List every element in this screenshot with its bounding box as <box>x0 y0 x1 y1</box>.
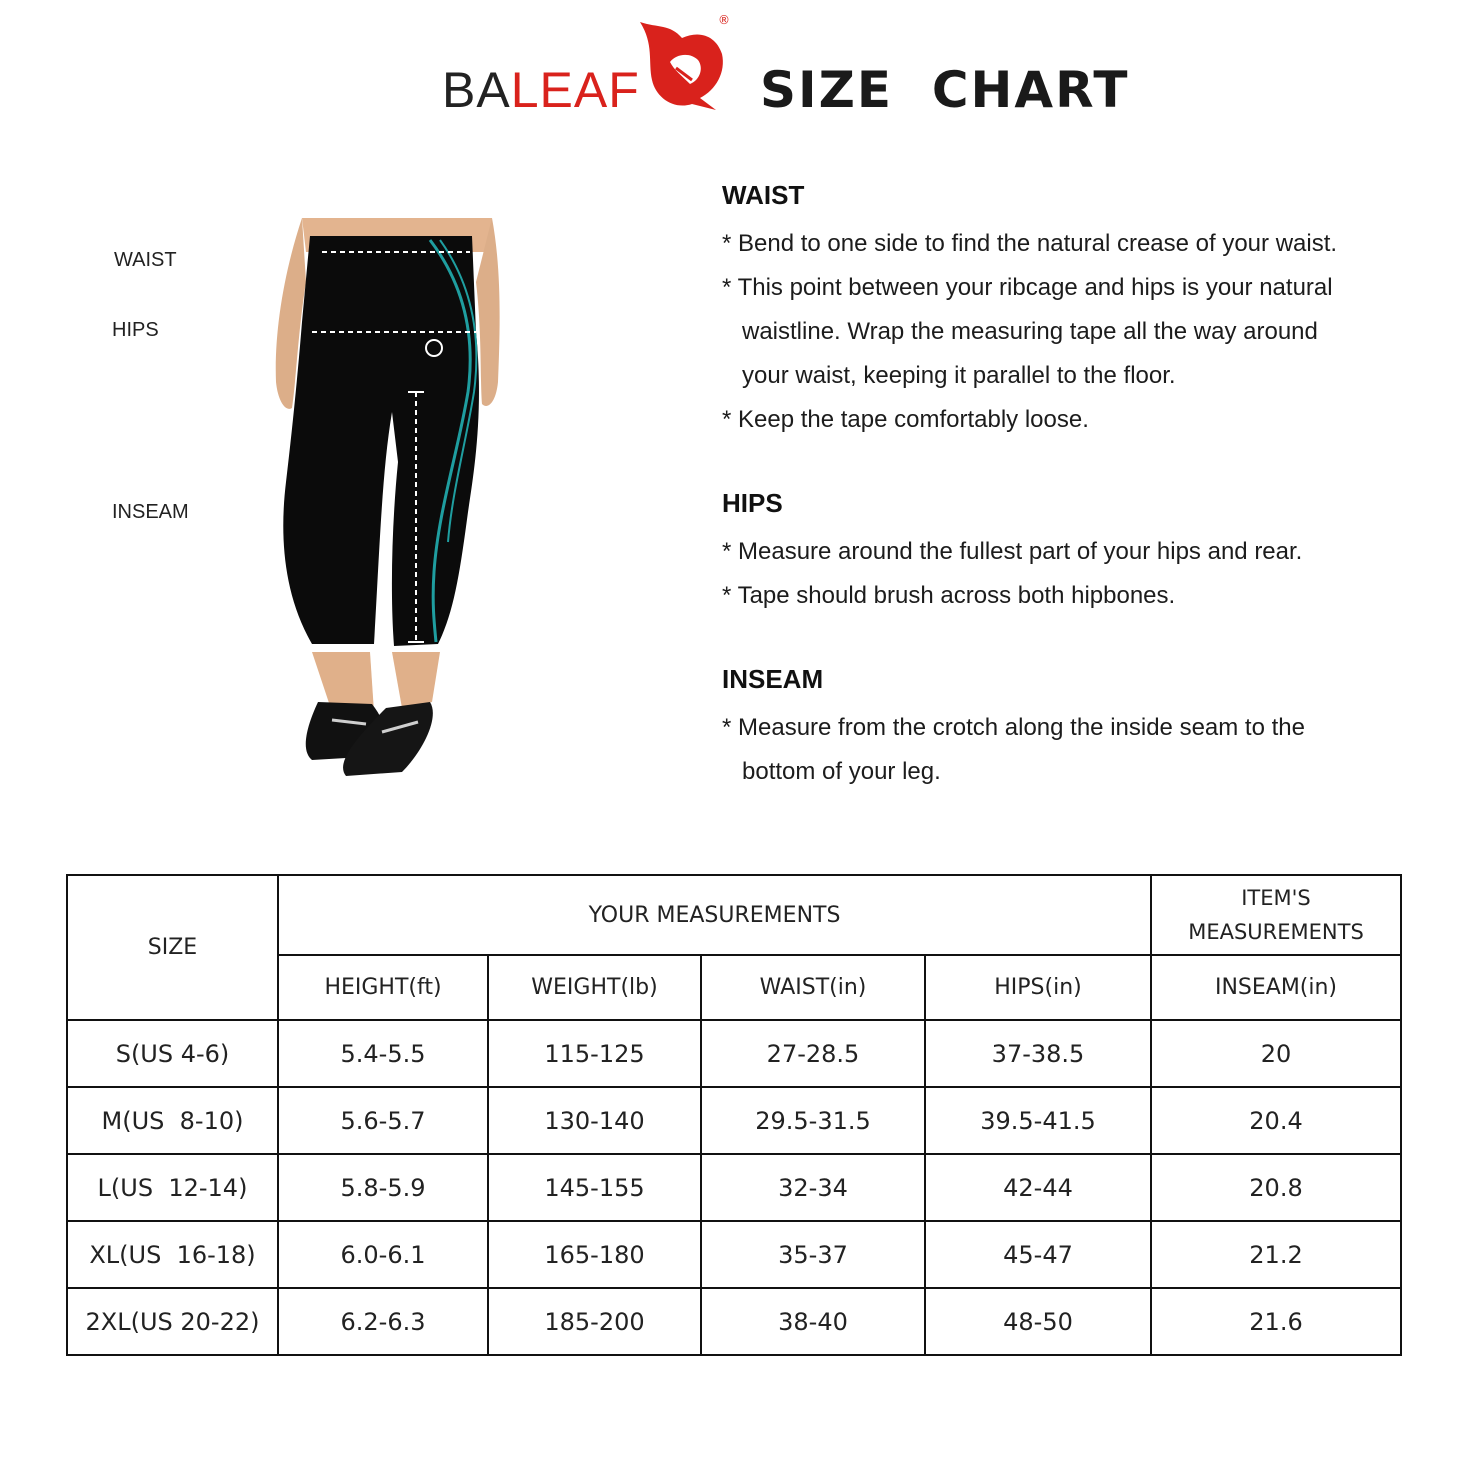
hips-cell: 39.5-41.5 <box>925 1087 1151 1154</box>
measuring-instructions <box>722 178 1442 838</box>
waist-bullet-3: * Keep the tape comfortably loose. <box>722 406 1089 433</box>
weight-cell: 145-155 <box>488 1154 701 1221</box>
header <box>0 0 1470 140</box>
size-cell: S(US 4-6) <box>67 1020 278 1087</box>
page-title: SIZE CHART <box>760 61 1130 119</box>
leggings <box>283 236 479 646</box>
baleaf-leaf-logo-icon <box>630 14 730 114</box>
table-row <box>67 1154 1401 1221</box>
height-cell: 6.0-6.1 <box>278 1221 488 1288</box>
height-cell: 6.2-6.3 <box>278 1288 488 1355</box>
column-header-weight: WEIGHT(lb) <box>488 955 701 1020</box>
height-cell: 5.6-5.7 <box>278 1087 488 1154</box>
waist-cell: 27-28.5 <box>701 1020 925 1087</box>
height-cell: 5.4-5.5 <box>278 1020 488 1087</box>
inseam-cell: 20 <box>1151 1020 1401 1087</box>
hips-cell: 37-38.5 <box>925 1020 1151 1087</box>
hips-heading: HIPS <box>722 488 783 518</box>
hips-bullet-2: * Tape should brush across both hipbones. <box>722 582 1176 609</box>
brand-wordmark-red: LEAF <box>510 62 640 118</box>
weight-cell: 130-140 <box>488 1087 701 1154</box>
inseam-bullet-1: * Measure from the crotch along the inside seam to the bottom of your leg. <box>722 714 1305 785</box>
inseam-cell: 20.8 <box>1151 1154 1401 1221</box>
model-leggings-illustration <box>262 212 512 782</box>
inseam-cell: 21.6 <box>1151 1288 1401 1355</box>
size-cell: M(US 8-10) <box>67 1087 278 1154</box>
weight-cell: 115-125 <box>488 1020 701 1087</box>
hips-cell: 48-50 <box>925 1288 1151 1355</box>
weight-cell: 185-200 <box>488 1288 701 1355</box>
waist-cell: 35-37 <box>701 1221 925 1288</box>
figure-label-hips: HIPS <box>112 319 159 341</box>
table-header-row-1 <box>67 875 1401 955</box>
brand-wordmark <box>442 62 640 118</box>
height-cell: 5.8-5.9 <box>278 1154 488 1221</box>
inseam-section <box>722 662 1442 794</box>
inseam-cell: 21.2 <box>1151 1221 1401 1288</box>
size-column-header: SIZE <box>67 875 278 1020</box>
column-header-waist: WAIST(in) <box>701 955 925 1020</box>
inseam-cell: 20.4 <box>1151 1087 1401 1154</box>
items-measurements-header: ITEM'S MEASUREMENTS <box>1151 875 1401 955</box>
column-header-hips: HIPS(in) <box>925 955 1151 1020</box>
trademark-symbol: ® <box>718 14 730 27</box>
waist-cell: 38-40 <box>701 1288 925 1355</box>
size-chart-table <box>66 874 1402 1356</box>
brand-wordmark-dark: BA <box>442 62 511 118</box>
size-cell: 2XL(US 20-22) <box>67 1288 278 1355</box>
hips-cell: 45-47 <box>925 1221 1151 1288</box>
size-cell: L(US 12-14) <box>67 1154 278 1221</box>
waist-cell: 29.5-31.5 <box>701 1087 925 1154</box>
column-header-inseam: INSEAM(in) <box>1151 955 1401 1020</box>
size-cell: XL(US 16-18) <box>67 1221 278 1288</box>
waist-bullet-1: * Bend to one side to find the natural crease of your waist. <box>722 230 1338 257</box>
waist-heading: WAIST <box>722 180 805 210</box>
figure-label-inseam: INSEAM <box>112 501 189 523</box>
figure-label-waist: WAIST <box>114 249 177 271</box>
waist-bullet-2: * This point between your ribcage and hips is your natural waistline. Wrap the measuring tape all the way around your waist, keeping it parallel to the floor. <box>722 274 1333 389</box>
hips-cell: 42-44 <box>925 1154 1151 1221</box>
table-row <box>67 1288 1401 1355</box>
hips-bullet-1: * Measure around the fullest part of your hips and rear. <box>722 538 1303 565</box>
waist-section <box>722 178 1442 442</box>
table-row <box>67 1020 1401 1087</box>
table-row <box>67 1087 1401 1154</box>
column-header-height: HEIGHT(ft) <box>278 955 488 1020</box>
your-measurements-header: YOUR MEASUREMENTS <box>278 875 1151 955</box>
weight-cell: 165-180 <box>488 1221 701 1288</box>
table-row <box>67 1221 1401 1288</box>
waist-cell: 32-34 <box>701 1154 925 1221</box>
hips-section <box>722 486 1442 618</box>
inseam-heading: INSEAM <box>722 664 824 694</box>
model-right-calf <box>392 652 440 708</box>
